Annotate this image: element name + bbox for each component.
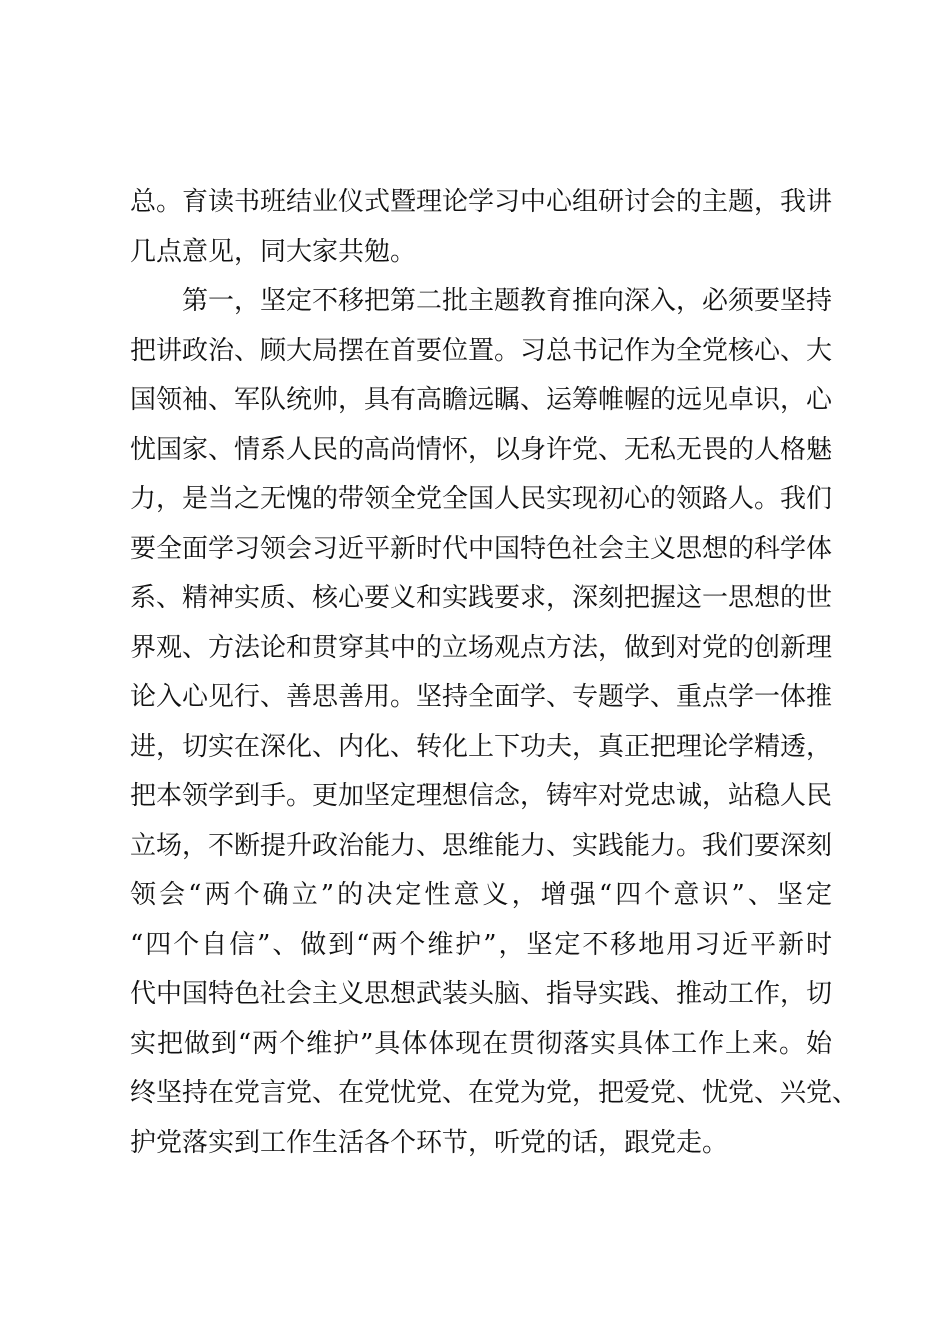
text-line: 界观、方法论和贯穿其中的立场观点方法，做到对党的创新理 [130, 632, 833, 663]
text-line: 进，切实在深化、内化、转化上下功夫，真正把理论学精透， [130, 731, 833, 762]
text-line: 立场，不断提升政治能力、思维能力、实践能力。我们要深刻 [130, 830, 833, 861]
text-line: 第一，坚定不移把第二批主题教育推向深入，必须要坚持 [182, 286, 833, 316]
body-text [130, 178, 859, 1168]
text-line: 把本领学到手。更加坚定理想信念，铸牢对党忠诚，站稳人民 [130, 781, 833, 811]
text-line: “四个自信”、做到“两个维护”，坚定不移地用习近平新时 [130, 929, 832, 960]
text-line: 论入心见行、善思善用。坚持全面学、专题学、重点学一体推 [130, 682, 833, 712]
text-line: 实把做到“两个维护”具体体现在贯彻落实具体工作上来。始 [130, 1028, 832, 1059]
text-line: 力，是当之无愧的带领全党全国人民实现初心的领路人。我们 [130, 484, 833, 514]
text-line: 总。育读书班结业仪式暨理论学习中心组研讨会的主题，我讲 [130, 187, 833, 217]
text-line: 几点意见，同大家共勉。 [130, 236, 417, 267]
text-line: 国领袖、军队统帅，具有高瞻远瞩、运筹帷幄的远见卓识，心 [130, 385, 833, 415]
text-line: 把讲政治、顾大局摆在首要位置。习总书记作为全党核心、大 [130, 335, 833, 366]
text-line: 系、精神实质、核心要义和实践要求，深刻把握这一思想的世 [130, 583, 833, 613]
text-line: 忧国家、情系人民的高尚情怀，以身许党、无私无畏的人格魅 [130, 434, 833, 465]
text-line: 代中国特色社会主义思想武装头脑、指导实践、推动工作，切 [130, 979, 833, 1009]
text-line: 终坚持在党言党、在党忧党、在党为党，把爱党、忧党、兴党、 [130, 1078, 859, 1108]
text-line: 要全面学习领会习近平新时代中国特色社会主义思想的科学体 [130, 533, 833, 564]
text-line: 护党落实到工作生活各个环节，听党的话，跟党走。 [130, 1127, 729, 1158]
text-line: 领会“两个确立”的决定性意义，增强“四个意识”、坚定 [130, 880, 832, 910]
